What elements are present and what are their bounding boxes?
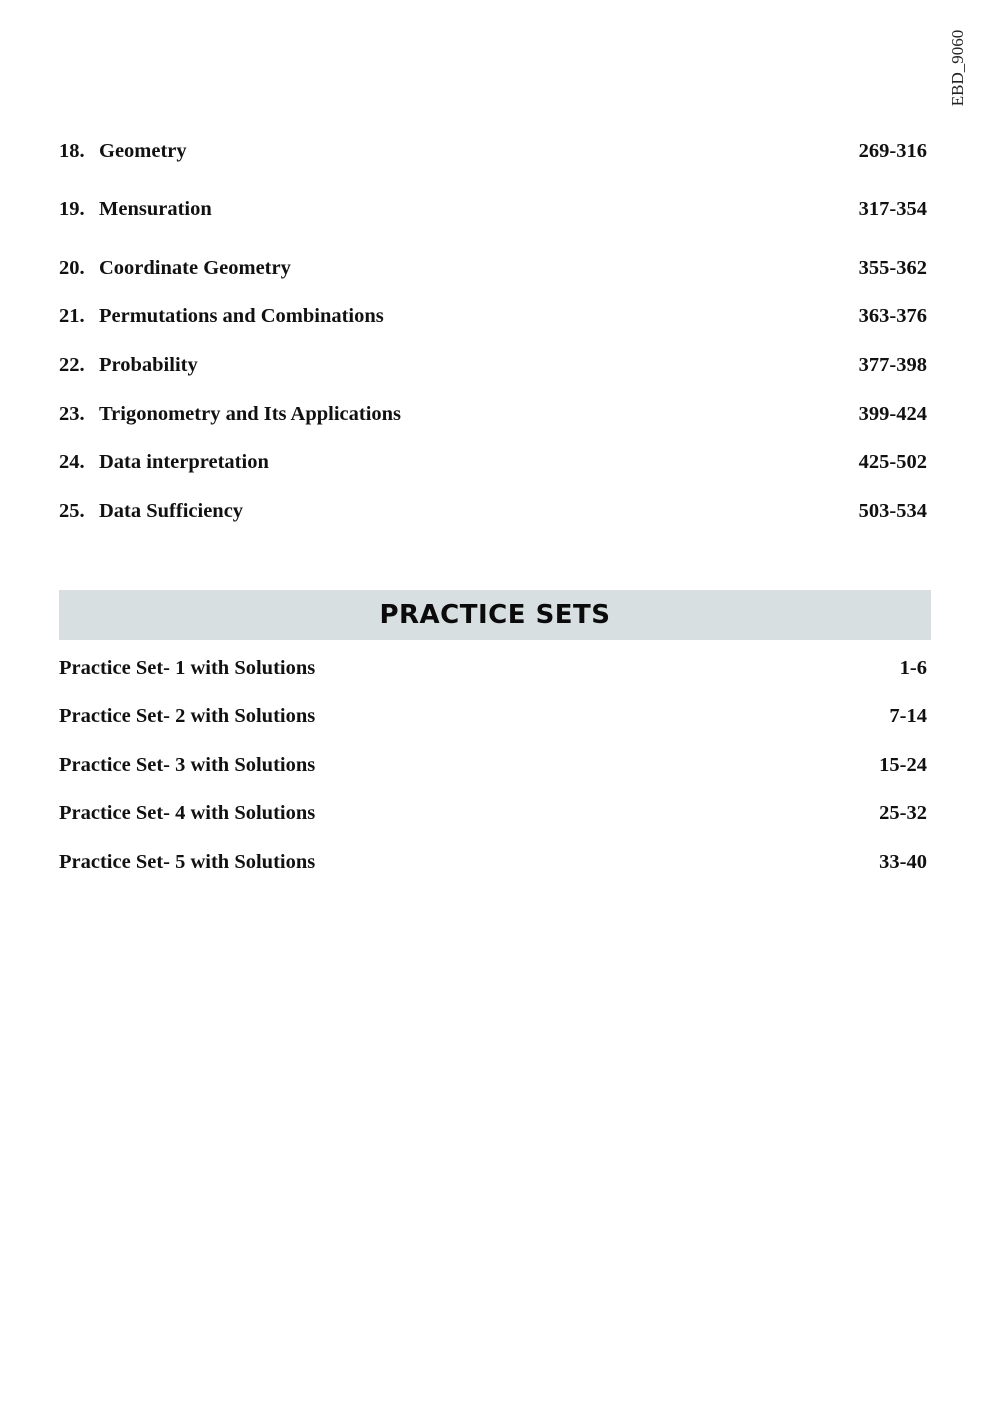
practice-set-pages: 25-32: [879, 801, 927, 824]
chapter-number: 20.: [59, 256, 85, 279]
toc-entry[interactable]: [59, 137, 927, 165]
toc-entry[interactable]: [59, 254, 927, 282]
chapter-title: Coordinate Geometry: [99, 256, 291, 279]
chapter-title: Geometry: [99, 139, 187, 162]
practice-set-entry[interactable]: [59, 702, 927, 730]
toc-entry[interactable]: [59, 448, 927, 476]
practice-set-entry[interactable]: [59, 848, 927, 876]
toc-entry[interactable]: [59, 302, 927, 330]
toc-entry[interactable]: [59, 497, 927, 525]
chapter-pages: 503-534: [858, 499, 927, 522]
chapter-number: 25.: [59, 499, 85, 522]
toc-entry[interactable]: [59, 351, 927, 379]
toc-entry[interactable]: [59, 400, 927, 428]
chapter-pages: 377-398: [858, 353, 927, 376]
practice-set-pages: 15-24: [879, 753, 927, 776]
chapter-number: 24.: [59, 450, 85, 473]
chapter-pages: 425-502: [858, 450, 927, 473]
chapter-title: Permutations and Combinations: [99, 304, 384, 327]
practice-set-title: Practice Set- 2 with Solutions: [59, 704, 316, 727]
toc-entry[interactable]: [59, 195, 927, 223]
practice-set-title: Practice Set- 5 with Solutions: [59, 850, 316, 873]
document-code: EBD_9060: [948, 29, 967, 107]
chapter-number: 21.: [59, 304, 85, 327]
practice-set-title: Practice Set- 4 with Solutions: [59, 801, 316, 824]
practice-set-title: Practice Set- 3 with Solutions: [59, 753, 316, 776]
chapter-pages: 317-354: [858, 197, 927, 220]
chapter-pages: 363-376: [858, 304, 927, 327]
practice-sets-heading: PRACTICE SETS: [379, 600, 611, 630]
chapter-number: 19.: [59, 197, 85, 220]
chapter-number: 23.: [59, 402, 85, 425]
chapter-pages: 399-424: [858, 402, 927, 425]
practice-set-pages: 33-40: [879, 850, 927, 873]
practice-set-entry[interactable]: [59, 751, 927, 779]
chapter-number: 22.: [59, 353, 85, 376]
chapter-number: 18.: [59, 139, 85, 162]
chapter-title: Data Sufficiency: [99, 499, 244, 522]
practice-set-pages: 1-6: [899, 656, 927, 679]
practice-set-title: Practice Set- 1 with Solutions: [59, 656, 316, 679]
chapter-title: Trigonometry and Its Applications: [99, 402, 402, 425]
chapter-title: Mensuration: [99, 197, 212, 220]
chapter-pages: 355-362: [858, 256, 927, 279]
chapter-pages: 269-316: [858, 139, 927, 162]
practice-set-entry[interactable]: [59, 799, 927, 827]
chapter-title: Probability: [99, 353, 198, 376]
practice-set-pages: 7-14: [889, 704, 927, 727]
chapter-title: Data interpretation: [99, 450, 269, 473]
practice-set-entry[interactable]: [59, 654, 927, 682]
practice-sets-banner: [59, 590, 931, 640]
